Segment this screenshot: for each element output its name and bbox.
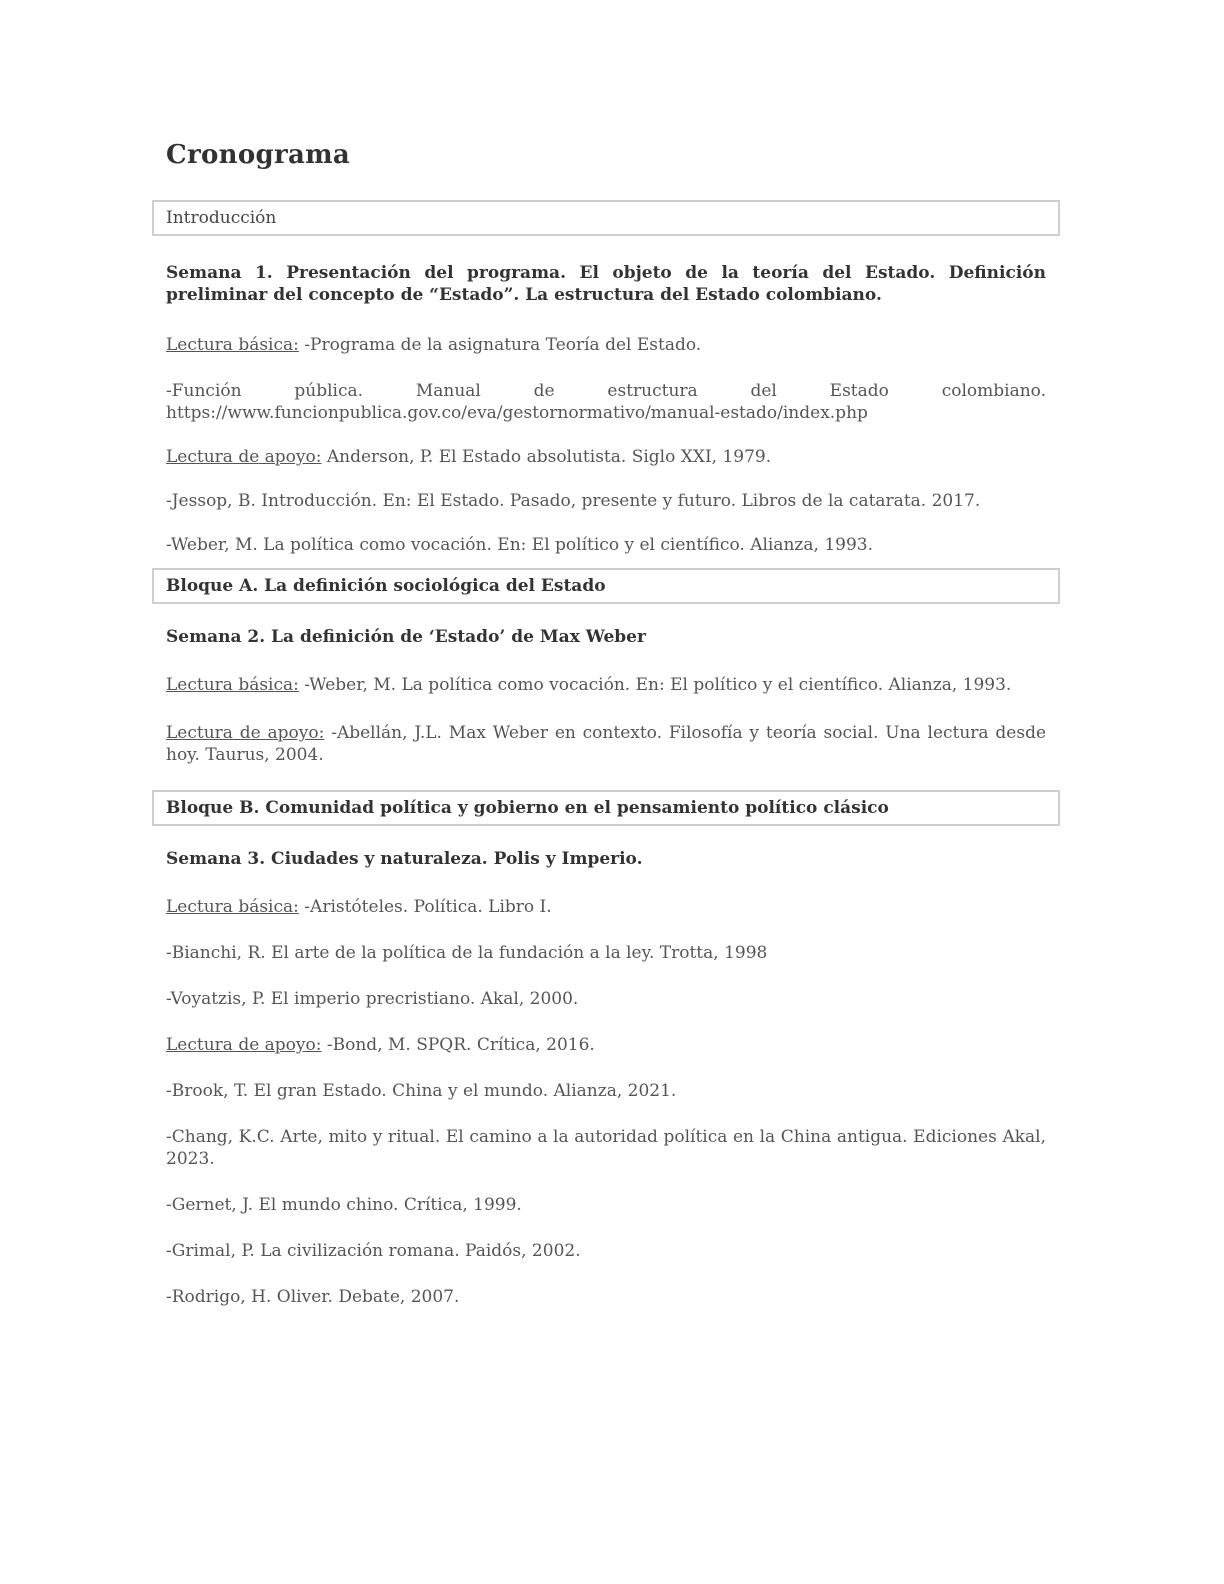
week-2-heading: Semana 2. La definición de ‘Estado’ de Max Weber [166,627,646,647]
lectura-apoyo-text: Anderson, P. El Estado absolutista. Siglo XXI, 1979. [326,447,772,467]
week-3-item: -Rodrigo, H. Oliver. Debate, 2007. [166,1287,460,1307]
section-box-intro: Introducción [152,200,1060,236]
lectura-apoyo-label: Lectura de apoyo: [166,447,322,467]
lectura-basica-label: Lectura básica: [166,897,299,917]
week-3-item: -Voyatzis, P. El imperio precristiano. Akal, 2000. [166,989,579,1009]
week-1-heading: Semana 1. Presentación del programa. El objeto de la teoría del Estado. Definición preliminar del concepto de “Estado”. La estructura del Estado colombiano. [166,263,1046,305]
week-3-lectura-apoyo [166,1034,1046,1056]
week-3-item: -Bianchi, R. El arte de la política de la fundación a la ley. Trotta, 1998 [166,943,768,963]
page-title: Cronograma [166,140,351,170]
document-body [166,140,1046,1308]
lectura-apoyo-label: Lectura de apoyo: [166,1035,322,1055]
week-3-item: -Brook, T. El gran Estado. China y el mundo. Alianza, 2021. [166,1081,677,1101]
week-3-item: -Gernet, J. El mundo chino. Crítica, 1999. [166,1195,522,1215]
lectura-basica-text: -Programa de la asignatura Teoría del Estado. [304,335,702,355]
week-2-lectura-apoyo [166,722,1046,766]
week-1-item-weber: -Weber, M. La política como vocación. En: El político y el científico. Alianza, 1993. [166,535,874,555]
week-1-item-jessop: -Jessop, B. Introducción. En: El Estado. Pasado, presente y futuro. Libros de la catarata. 2017. [166,491,981,511]
lectura-apoyo-text: -Abellán, J.L. Max Weber en contexto. Filosofía y teoría social. Una lectura desde hoy. Taurus, 2004. [166,723,1047,765]
lectura-basica-text: -Aristóteles. Política. Libro I. [304,897,552,917]
week-1-lectura-apoyo [166,446,1046,468]
lectura-basica-label: Lectura básica: [166,335,299,355]
lectura-apoyo-label: Lectura de apoyo: [166,723,325,743]
section-box-bloque-a: Bloque A. La definición sociológica del Estado [152,568,1060,604]
lectura-basica-label: Lectura básica: [166,675,299,695]
section-box-bloque-b: Bloque B. Comunidad política y gobierno en el pensamiento político clásico [152,790,1060,826]
week-3-heading: Semana 3. Ciudades y naturaleza. Polis y Imperio. [166,849,643,869]
week-3-item: -Chang, K.C. Arte, mito y ritual. El camino a la autoridad política en la China antigua. Ediciones Akal, 2023. [166,1127,1046,1169]
week-1-lectura-basica [166,334,1046,356]
week-1-item-funcion-publica: -Función pública. Manual de estructura del Estado colombiano. https://www.funcionpublica.gov.co/eva/gestornormativo/manual-estado/index.php [166,381,1046,423]
lectura-apoyo-text: -Bond, M. SPQR. Crítica, 2016. [326,1035,595,1055]
lectura-basica-text: -Weber, M. La política como vocación. En: El político y el científico. Alianza, 1993. [304,675,1012,695]
week-3-item: -Grimal, P. La civilización romana. Paidós, 2002. [166,1241,581,1261]
week-2-lectura-basica [166,674,1046,696]
week-3-lectura-basica [166,896,1046,918]
